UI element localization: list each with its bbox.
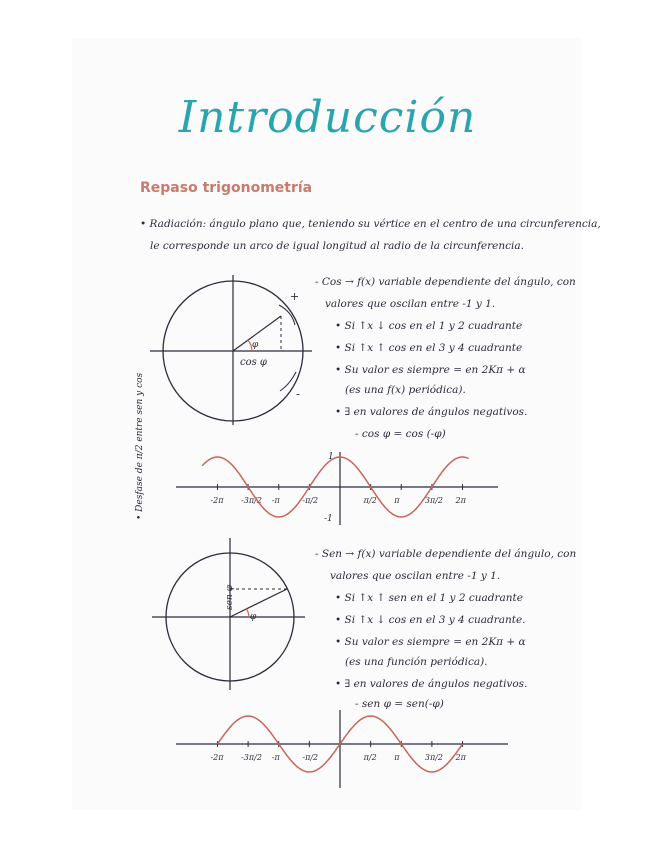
cos-tick-label: -3π/2 xyxy=(241,496,262,505)
cos-tick-label: 2π xyxy=(455,496,466,505)
sen-unit-circle xyxy=(152,538,305,690)
cos-unit-circle xyxy=(150,275,312,425)
sen-circle-label: sen φ xyxy=(225,585,235,610)
cos-y-bottom-label: -1 xyxy=(324,514,333,524)
sen-tick-label: -3π/2 xyxy=(241,753,262,762)
cos-y-top-label: 1 xyxy=(328,452,334,462)
sen-tick-label: -2π xyxy=(210,753,224,762)
cos-tick-label: π/2 xyxy=(363,496,377,505)
cos-tick-label: -π/2 xyxy=(302,496,319,505)
cos-tick-label: -π xyxy=(271,496,280,505)
sen-tick-label: 3π/2 xyxy=(424,753,444,762)
sen-bullet-3: • Su valor es siempre = en 2Kπ + α xyxy=(335,636,526,648)
cos-plus-sign: + xyxy=(290,290,300,303)
sen-angle-label: φ xyxy=(250,612,257,622)
sen-bullet-4: (es una función periódica). xyxy=(345,656,488,668)
cos-tick-label: π xyxy=(394,496,400,505)
cos-bullet-5: • ∃ en valores de ángulos negativos. xyxy=(335,406,528,418)
cos-minus-sign: - xyxy=(296,387,301,401)
sen-tick-label: -π xyxy=(271,753,280,762)
cos-tick-label: 3π/2 xyxy=(424,496,444,505)
sen-tick-label: π xyxy=(394,753,400,762)
sen-graph xyxy=(176,710,508,788)
phase-shift-side-note: • Desfase de π/2 entre sen y cos xyxy=(135,372,145,520)
radian-definition-line-2: le corresponde un arco de igual longitud al radio de la circunferencia. xyxy=(150,240,524,252)
sen-bullet-1: • Si ↑x ↑ sen en el 1 y 2 cuadrante xyxy=(335,592,523,604)
sen-tick-label: π/2 xyxy=(363,753,377,762)
cos-bullet-6: - cos φ = cos (-φ) xyxy=(355,428,446,440)
cos-line-2: valores que oscilan entre -1 y 1. xyxy=(325,298,496,310)
page-title: Introducción xyxy=(178,92,477,143)
cos-graph xyxy=(176,452,498,525)
sen-tick-label: -π/2 xyxy=(302,753,319,762)
cos-bullet-1: • Si ↑x ↓ cos en el 1 y 2 cuadrante xyxy=(335,320,523,332)
sen-bullet-5: • ∃ en valores de ángulos negativos. xyxy=(335,678,528,690)
cos-circle-label: cos φ xyxy=(240,357,267,368)
sen-tick-label: 2π xyxy=(455,753,466,762)
cos-bullet-2: • Si ↑x ↑ cos en el 3 y 4 cuadrante xyxy=(335,342,523,354)
cos-bullet-4: (es una f(x) periódica). xyxy=(345,384,466,396)
sen-bullet-6: - sen φ = sen(-φ) xyxy=(355,698,444,710)
sen-bullet-2: • Si ↑x ↓ cos en el 3 y 4 cuadrante. xyxy=(335,614,526,626)
radian-definition-line-1: • Radiación: ángulo plano que, teniendo su vértice en el centro de una circunferencia, xyxy=(140,218,601,230)
cos-angle-label: φ xyxy=(252,340,259,350)
cos-line-1: - Cos → f(x) variable dependiente del ángulo, con xyxy=(315,276,576,288)
sen-line-2: valores que oscilan entre -1 y 1. xyxy=(330,570,501,582)
cos-bullet-3: • Su valor es siempre = en 2Kπ + α xyxy=(335,364,526,376)
cos-tick-label: -2π xyxy=(210,496,224,505)
section-subtitle: Repaso trigonometría xyxy=(140,180,313,196)
sen-line-1: - Sen → f(x) variable dependiente del ángulo, con xyxy=(315,548,577,560)
